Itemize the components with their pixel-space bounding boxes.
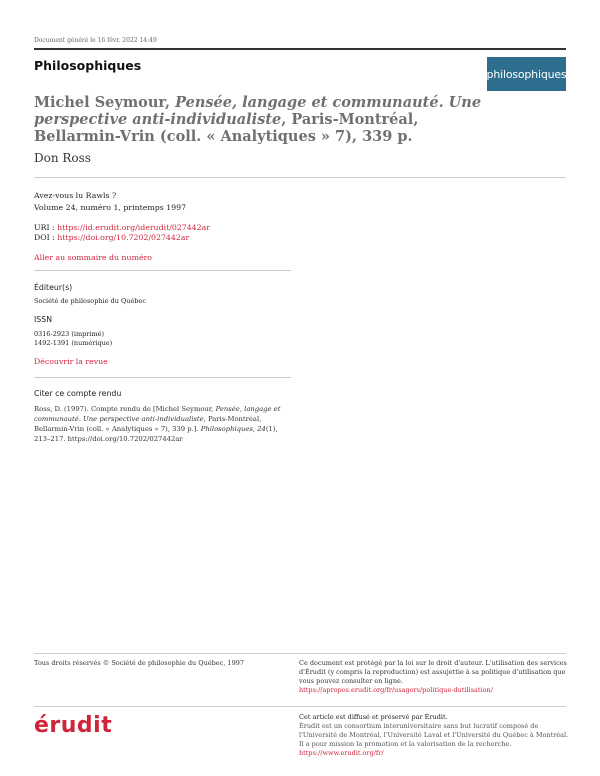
title-book-italic: Pensée, langage et communauté. Une perspective anti-individualiste	[34, 94, 482, 128]
issn-digital: 1492-1391 (numérique)	[34, 339, 113, 347]
top-divider	[34, 48, 566, 50]
citation-part-italic: Philosophiques	[200, 425, 253, 433]
issn-print: 0316-2923 (imprimé)	[34, 330, 105, 338]
journal-name: Philosophiques	[34, 58, 142, 73]
erudit-link[interactable]: https://www.erudit.org/fr/	[299, 749, 384, 757]
section-name: Avez-vous lu Rawls ?	[34, 191, 117, 200]
citation-part: , Paris-Montréal, Bellarmin-Vrin (coll. « Analytiques » 7), 339 p.].	[34, 415, 262, 433]
citation-text	[34, 404, 294, 444]
citation-part: ,	[252, 425, 258, 433]
copyright-notice	[299, 659, 569, 695]
doi-label: DOI :	[34, 233, 58, 242]
section-divider	[34, 177, 566, 178]
uri-link[interactable]: https://id.erudit.org/iderudit/027442ar	[57, 223, 210, 232]
uri-line	[34, 223, 210, 232]
footer-divider	[34, 706, 566, 707]
citation-part-italic: Pensée, langage et communauté. Une perspective anti-individualiste	[34, 405, 281, 423]
article-title	[34, 94, 504, 145]
citation-part: Ross, D. (1997). Compte rendu de [Michel Seymour,	[34, 405, 216, 413]
title-part: Michel Seymour,	[34, 94, 176, 111]
discover-journal-link[interactable]: Découvrir la revue	[34, 357, 108, 366]
erudit-description: Érudit est un consortium interuniversitaire sans but lucratif composé de l'Université de Montréal, l'Université Laval et l'Université du Québec à Montréal. Il a pour mission la promotion et la valorisation de la recherche.	[299, 722, 569, 748]
summary-link[interactable]: Aller au sommaire du numéro	[34, 253, 152, 262]
divider	[34, 270, 291, 271]
rights-text: Tous droits réservés © Société de philosophie du Québec, 1997	[34, 659, 244, 667]
divider	[34, 377, 291, 378]
cite-heading: Citer ce compte rendu	[34, 389, 122, 398]
erudit-heading: Cet article est diffusé et préservé par Érudit.	[299, 713, 448, 721]
erudit-info	[299, 713, 569, 758]
doi-link[interactable]: https://doi.org/10.7202/027442ar	[57, 233, 190, 242]
notice-text: Ce document est protégé par la loi sur le droit d'auteur. L'utilisation des services d'Érudit (y compris la reproduction) est assujettie à sa politique d'utilisation que vous pouvez consulter en ligne.	[299, 659, 567, 685]
citation-part: (1), 213–217. https://doi.org/10.7202/027442ar	[34, 425, 278, 443]
uri-label: URI :	[34, 223, 58, 232]
publisher-name: Société de philosophie du Québec	[34, 297, 146, 305]
title-part: , Paris-Montréal, Bellarmin-Vrin (coll. « Analytiques » 7), 339 p.	[34, 111, 419, 145]
footer-divider	[34, 653, 566, 654]
citation-part-italic: 24	[257, 425, 266, 433]
volume-info: Volume 24, numéro 1, printemps 1997	[34, 203, 187, 212]
erudit-logo[interactable]: érudit	[34, 713, 113, 738]
journal-logo[interactable]: philosophiques	[487, 57, 566, 91]
author-name: Don Ross	[34, 151, 91, 165]
generated-timestamp: Document généré le 16 févr. 2022 14:49	[34, 37, 157, 44]
issn-heading: ISSN	[34, 315, 53, 324]
doi-line	[34, 233, 189, 242]
policy-link[interactable]: https://apropos.erudit.org/fr/usagers/politique-dutilisation/	[299, 686, 493, 694]
publisher-heading: Éditeur(s)	[34, 283, 73, 292]
